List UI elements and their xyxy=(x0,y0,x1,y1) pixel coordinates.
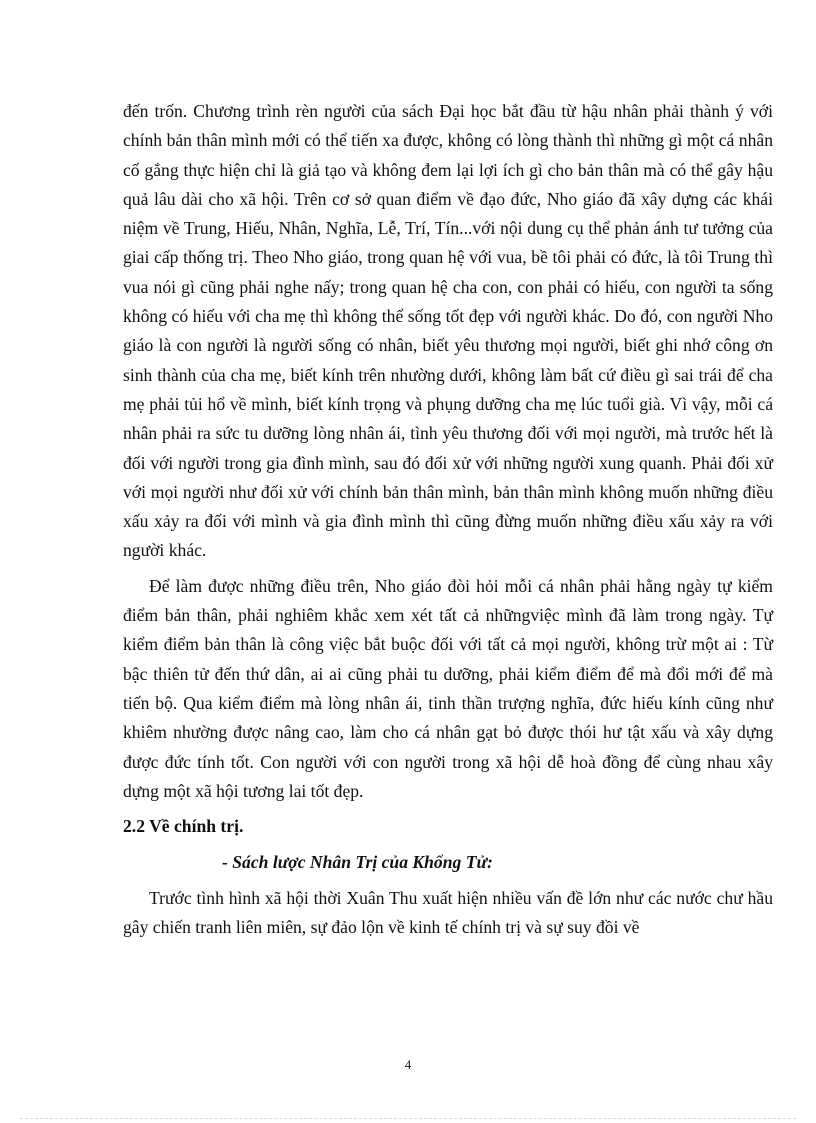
paragraph-self-examination: Để làm được những điều trên, Nho giáo đòi hỏi mỗi cá nhân phải hằng ngày tự kiểm điểm bản thân, phải nghiêm khắc xem xét tất cả nhữngviệc mình đã làm trong ngày. Tự kiểm điểm bản thân là công việc bắt buộc đối với tất cả mọi người, không trừ một ai : Từ bậc thiên tử đến thứ dân, ai ai cũng phải tu dưỡng, phải kiểm điểm để mà đổi mới để mà tiến bộ. Qua kiểm điểm mà lòng nhân ái, tinh thần trượng nghĩa, đức hiếu kính cũng như khiêm nhường được nâng cao, làm cho cá nhân gạt bỏ được thói hư tật xấu và xây dựng được đức tính tốt. Con người với con người trong xã hội dễ hoà đồng để cùng nhau xây dựng một xã hội tương lai tốt đẹp. xyxy=(123,575,773,801)
paragraph-politics: Trước tình hình xã hội thời Xuân Thu xuất hiện nhiều vấn đề lớn như các nước chư hầu gây chiến tranh liên miên, sự đảo lộn về kinh tế chính trị và sự suy đồi về xyxy=(123,887,773,938)
page-content xyxy=(123,97,773,942)
page-number: 4 xyxy=(404,1057,412,1072)
section-heading: 2.2 Về chính trị. xyxy=(123,816,244,837)
subsection-heading: - Sách lược Nhân Trị của Khổng Tử: xyxy=(222,852,493,873)
paragraph-ethics: đến trốn. Chương trình rèn người của sách Đại học bắt đầu từ hậu nhân phải thành ý với chính bản thân mình mới có thể tiến xa được, không có lòng thành thì những gì một cá nhân cố gắng thực hiện chỉ là giả tạo và không đem lại lợi ích gì cho bản thân mà có thể gây hậu quả lâu dài cho xã hội. Trên cơ sở quan điểm về đạo đức, Nho giáo đã xây dựng các khái niệm về Trung, Hiếu, Nhân, Nghĩa, Lễ, Trí, Tín...với nội dung cụ thể phản ánh tư tưởng của giai cấp thống trị. Theo Nho giáo, trong quan hệ với vua, bề tôi phải có đức, là tôi Trung thì vua nói gì cũng phải nghe nấy; trong quan hệ cha con, con phải có hiếu, con người ta sống không có hiếu với cha mẹ thì không thể sống tốt đẹp với người khác. Do đó, con người Nho giáo là con người là người sống có nhân, biết yêu thương mọi người, biết ghi nhớ công ơn sinh thành của cha mẹ, biết kính trên nhường dưới, không làm bất cứ điều gì sai trái để cha mẹ phải tủi hổ về mình, biết kính trọng và phụng dưỡng cha mẹ lúc tuổi già. Vì vậy, mỗi cá nhân phải ra sức tu dưỡng lòng nhân ái, tình yêu thương đối với mọi người, mà trước hết là đối với người trong gia đình mình, sau đó đối xử với những người xung quanh. Phải đối xử với mọi người như đối xử với chính bản thân mình, bản thân mình không muốn những điều xấu xảy ra đối với mình và gia đình mình thì cũng đừng muốn những điều xấu xảy ra với người khác. xyxy=(123,101,773,561)
page-bottom-divider xyxy=(20,1118,796,1119)
